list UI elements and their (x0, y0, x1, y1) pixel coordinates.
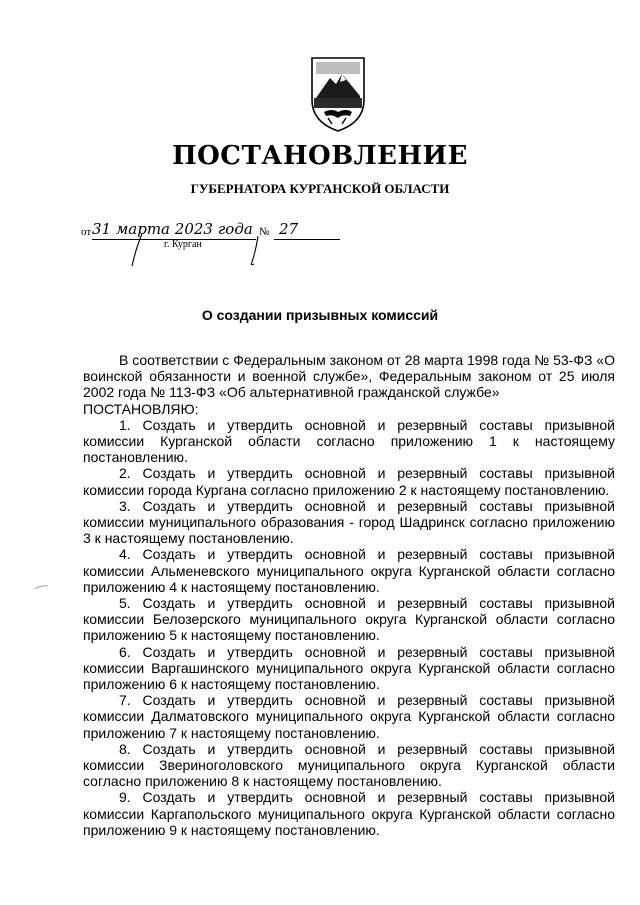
coat-of-arms-emblem (306, 52, 370, 134)
place-label: г. Курган (164, 239, 202, 250)
list-item: 4. Создать и утвердить основной и резервный составы призывной комиссии Альменевского муниципального округа Курганской области согласно приложению 4 к настоящему постановлению. (83, 546, 615, 595)
list-item: 2. Создать и утвердить основной и резервный составы призывной комиссии города Кургана согласно приложению 2 к настоящему постановлению. (83, 465, 615, 498)
document-heading: О создании призывных комиссий (201, 307, 439, 323)
number-label: № (259, 226, 270, 238)
list-item: 3. Создать и утвердить основной и резервный составы призывной комиссии муниципального образования - город Шадринск согласно приложению 3 к настоящему постановлению. (83, 497, 615, 547)
handwritten-number: 27 (279, 220, 299, 238)
list-item: 6. Создать и утвердить основной и резервный составы призывной комиссии Варгашинского муниципального округа Курганской области согласно приложению 6 к настоящему постановлению. (83, 643, 615, 693)
issuer-subtitle: ГУБЕРНАТОРА КУРГАНСКОЙ ОБЛАСТИ (190, 181, 450, 196)
date-from-label: от (81, 226, 92, 238)
list-item: 5. Создать и утвердить основной и резервный составы призывной комиссии Белозерского муниципального округа Курганской области согласно приложению 5 к настоящему постановлению. (83, 595, 615, 644)
preamble-paragraph: В соответствии с Федеральным законом от 28 марта 1998 года № 53-ФЗ «О воинской обязанности и военной службе», Федеральным законом от 25 июля 2002 года № 113-ФЗ «Об альтернативной гражданской службе» (83, 352, 615, 401)
decree-word: ПОСТАНОВЛЯЮ: (83, 400, 199, 417)
number-underline (274, 239, 340, 240)
document-body (83, 352, 615, 838)
margin-scan-mark (34, 583, 50, 591)
list-item: 7. Создать и утвердить основной и резервный составы призывной комиссии Далматовского муниципального округа Курганской области согласно приложению 7 к настоящему постановлению. (83, 692, 615, 741)
handwriting-strokes (120, 228, 270, 268)
list-item: 9. Создать и утвердить основной и резервный составы призывной комиссии Каргапольского муниципального округа Курганской области согласно приложению 9 к настоящему постановлению. (83, 789, 615, 838)
list-item: 8. Создать и утвердить основной и резервный составы призывной комиссии Звериноголовского муниципального округа Курганской области согласно приложению 8 к настоящему постановлению. (83, 740, 615, 790)
handwritten-date: 31 марта 2023 года (92, 220, 253, 238)
document-type-title: ПОСТАНОВЛЕНИЕ (172, 141, 468, 171)
list-item: 1. Создать и утвердить основной и резервный составы призывной комиссии Курганской области согласно приложению 1 к настоящему постановлению. (83, 416, 615, 466)
